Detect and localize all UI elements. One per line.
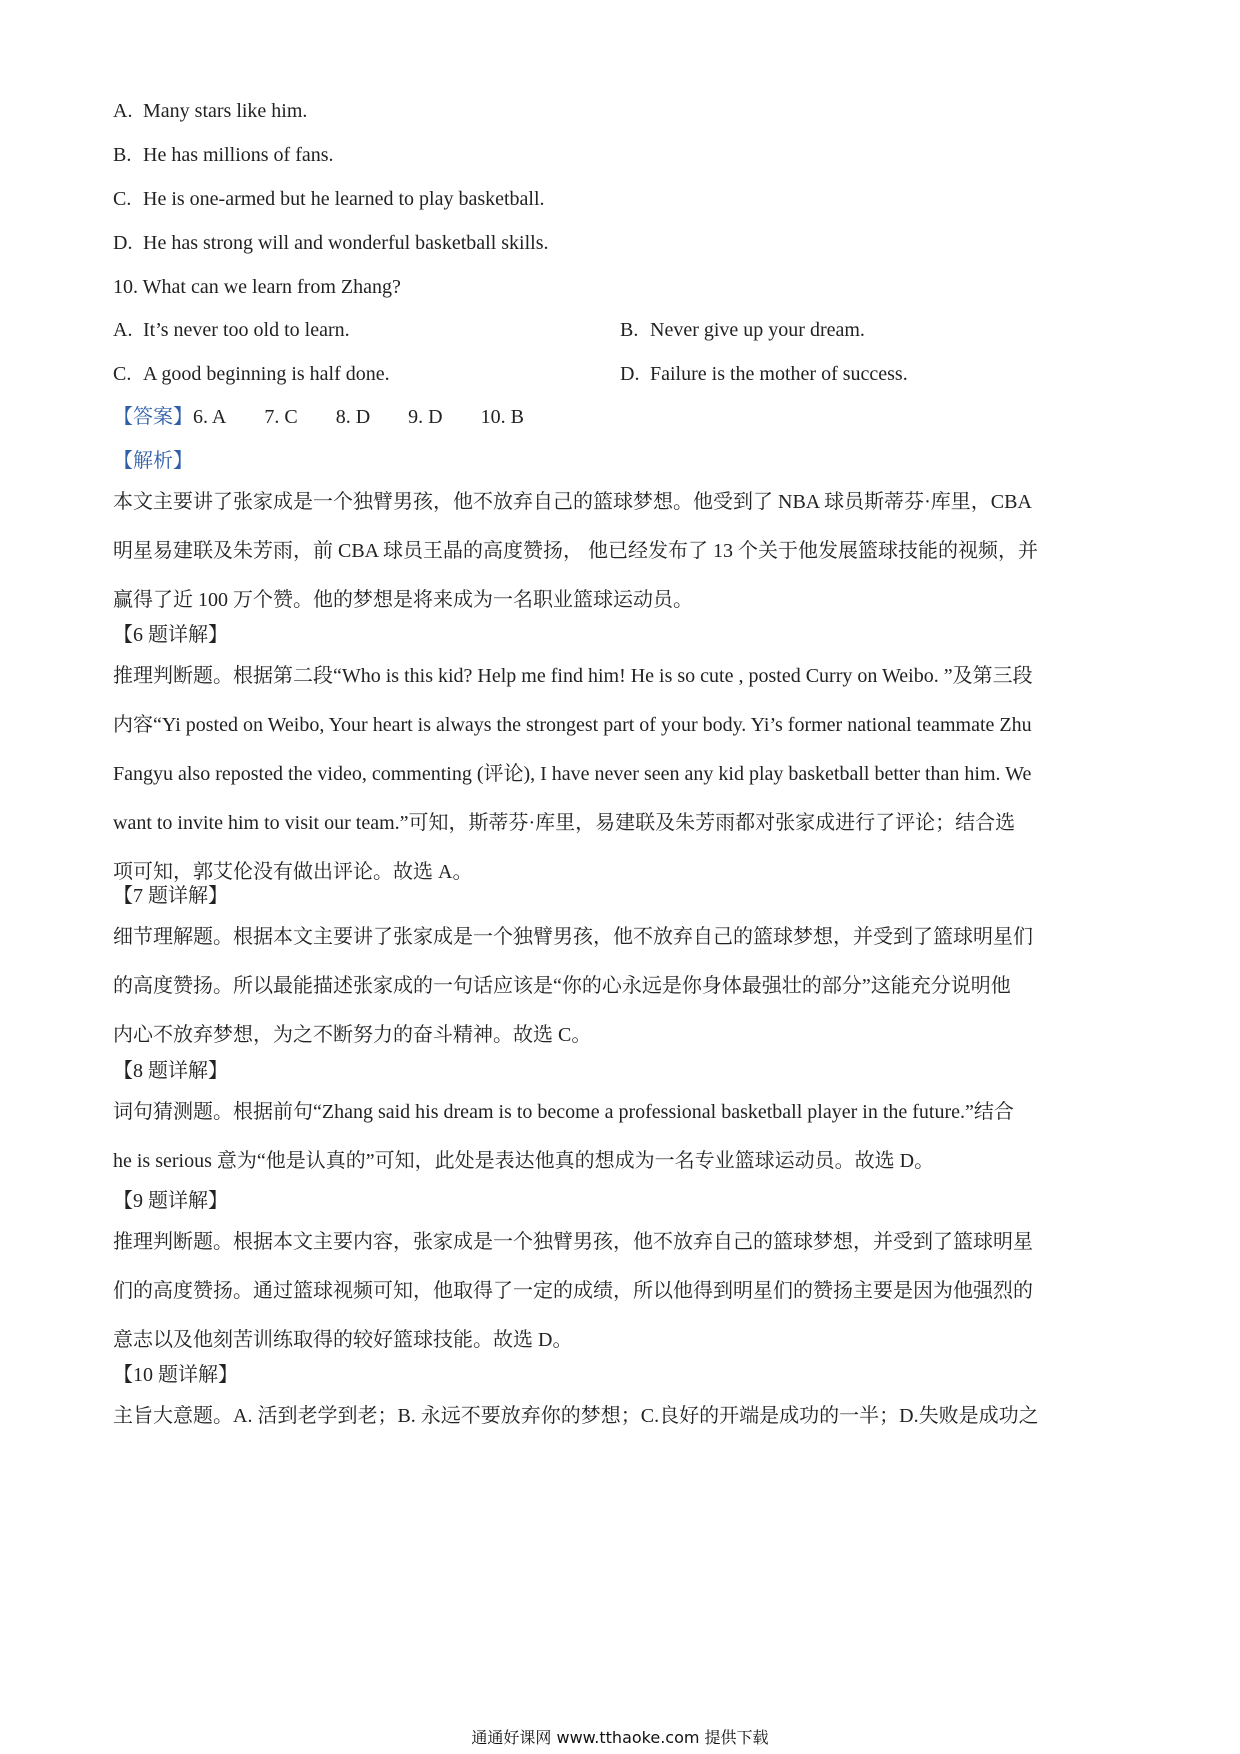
option-label: C. <box>113 363 132 385</box>
q9-heading: 【9 题详解】 <box>113 1190 228 1212</box>
summary-line: 明星易建联及朱芳雨，前 CBA 球员王晶的高度赞扬， 他已经发布了 13 个关于他发展篮球技能的视频，并 <box>113 540 1039 562</box>
q9-option-a <box>113 98 307 124</box>
q9-paragraph <box>113 1218 1129 1365</box>
q7-line: 的高度赞扬。所以最能描述张家成的一句话应该是“你的心永远是你身体最强壮的部分”这能充分说明他 <box>113 975 1011 997</box>
q7-paragraph <box>113 913 1129 1060</box>
q9-line: 推理判断题。根据本文主要内容，张家成是一个独臂男孩，他不放弃自己的篮球梦想，并受到了篮球明星 <box>113 1231 1033 1253</box>
q6-line: 推理判断题。根据第二段“Who is this kid? Help me find him! He is so cute , posted Curry on Weibo. ”及第三段 <box>113 665 1033 687</box>
q8-heading: 【8 题详解】 <box>113 1060 228 1082</box>
q9-option-c <box>113 186 545 212</box>
option-label: B. <box>620 319 639 341</box>
q10-option-d <box>620 361 908 387</box>
q6-heading: 【6 题详解】 <box>113 624 228 646</box>
summary-paragraph <box>113 478 1129 625</box>
answer-value: 7. C <box>264 406 298 428</box>
q6-line: 项可知，郭艾伦没有做出评论。故选 A。 <box>113 861 473 883</box>
summary-line: 本文主要讲了张家成是一个独臂男孩，他不放弃自己的篮球梦想。他受到了 NBA 球员斯蒂芬·库里，CBA <box>113 491 1032 513</box>
q10-heading: 【10 题详解】 <box>113 1364 238 1386</box>
q6-line: Fangyu also reposted the video, commenting (评论), I have never seen any kid play basketball better than him. We <box>113 763 1032 785</box>
answer-heading: 【答案】 <box>113 406 193 428</box>
q9-line: 意志以及他刻苦训练取得的较好篮球技能。故选 D。 <box>113 1329 573 1351</box>
answer-value: 6. A <box>193 406 227 428</box>
q6-paragraph <box>113 652 1129 897</box>
footer-source: 通通好课网 www.tthaoke.com 提供下载 <box>471 1728 769 1747</box>
q9-line: 们的高度赞扬。通过篮球视频可知，他取得了一定的成绩，所以他得到明星们的赞扬主要是因为他强烈的 <box>113 1280 1033 1302</box>
q7-line: 细节理解题。根据本文主要讲了张家成是一个独臂男孩，他不放弃自己的篮球梦想，并受到了篮球明星们 <box>113 926 1033 948</box>
analysis-heading: 【解析】 <box>113 450 193 472</box>
option-text: He has millions of fans. <box>143 144 334 166</box>
answer-value: 8. D <box>335 406 371 428</box>
option-text: It’s never too old to learn. <box>143 319 350 341</box>
option-text: He is one-armed but he learned to play basketball. <box>143 188 545 210</box>
option-text: A good beginning is half done. <box>143 363 390 385</box>
option-label: D. <box>113 232 133 254</box>
q9-option-b <box>113 142 334 168</box>
q10-options-row-1 <box>113 317 1129 343</box>
q10-option-b <box>620 317 865 343</box>
option-label: D. <box>620 363 640 385</box>
summary-line: 赢得了近 100 万个赞。他的梦想是将来成为一名职业篮球运动员。 <box>113 589 693 611</box>
option-text: He has strong will and wonderful basketball skills. <box>143 232 549 254</box>
q10-line: 主旨大意题。A. 活到老学到老；B. 永远不要放弃你的梦想；C.良好的开端是成功的一半；D.失败是成功之 <box>113 1405 1039 1427</box>
option-text: Never give up your dream. <box>650 319 865 341</box>
q8-line: he is serious 意为“他是认真的”可知，此处是表达他真的想成为一名专业篮球运动员。故选 D。 <box>113 1150 935 1172</box>
option-label: B. <box>113 144 132 166</box>
option-text: Failure is the mother of success. <box>650 363 908 385</box>
option-label: A. <box>113 100 133 122</box>
q6-line: want to invite him to visit our team.”可知，斯蒂芬·库里，易建联及朱芳雨都对张家成进行了评论；结合选 <box>113 812 1016 834</box>
q7-heading: 【7 题详解】 <box>113 885 228 907</box>
answer-value: 9. D <box>408 406 443 428</box>
q10-stem: 10. What can we learn from Zhang? <box>113 276 401 298</box>
q6-line: 内容“Yi posted on Weibo, Your heart is always the strongest part of your body. Yi’s former national teammate Zhu <box>113 714 1032 736</box>
answer-row <box>113 404 562 430</box>
option-label: A. <box>113 319 133 341</box>
option-label: C. <box>113 188 132 210</box>
option-text: Many stars like him. <box>143 100 308 122</box>
q8-line: 词句猜测题。根据前句“Zhang said his dream is to become a professional basketball player in the future.”结合 <box>113 1101 1014 1123</box>
q9-option-d <box>113 230 549 256</box>
q8-paragraph <box>113 1088 1129 1186</box>
q10-paragraph <box>113 1392 1129 1441</box>
q10-options-row-2 <box>113 361 1129 387</box>
q7-line: 内心不放弃梦想，为之不断努力的奋斗精神。故选 C。 <box>113 1024 592 1046</box>
answer-value: 10. B <box>480 406 524 428</box>
